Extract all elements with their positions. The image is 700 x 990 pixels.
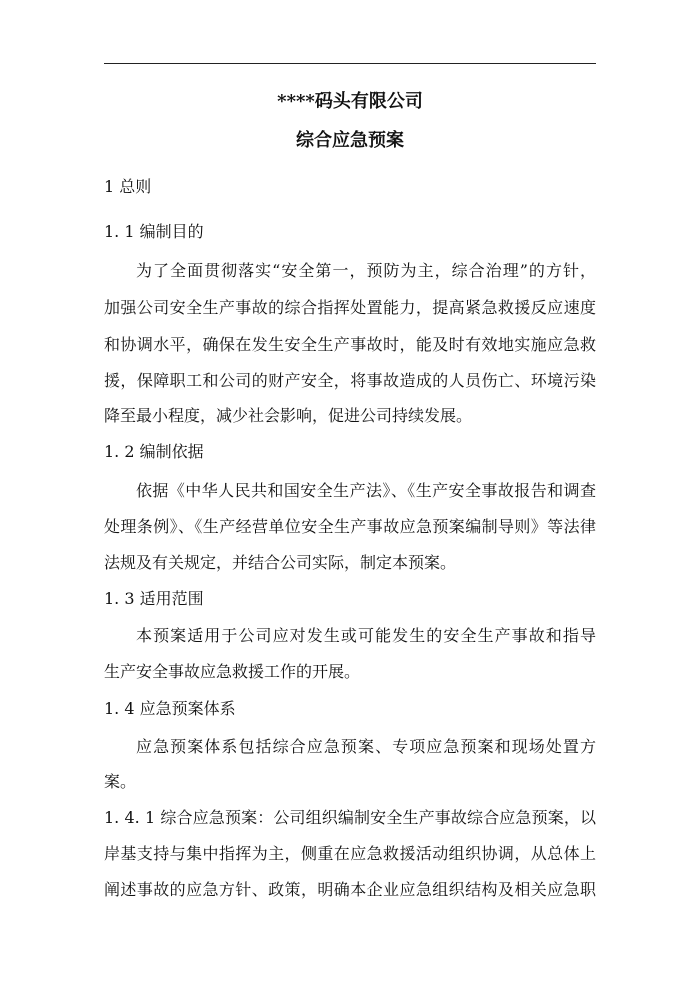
header-rule bbox=[104, 63, 596, 64]
section-heading-1-4: 1. 4 应急预案体系 bbox=[104, 699, 236, 718]
paragraph-line: 依据《中华人民共和国安全生产法》、《生产安全事故报告和调查 bbox=[136, 481, 596, 500]
section-heading-1: 1 总则 bbox=[104, 177, 152, 196]
paragraph-line: 阐述事故的应急方针、政策，明确本企业应急组织结构及相关应急职 bbox=[104, 880, 596, 899]
paragraph-line: 加强公司安全生产事故的综合指挥处置能力，提高紧急救援反应速度 bbox=[104, 298, 596, 317]
paragraph-line: 本预案适用于公司应对发生或可能发生的安全生产事故和指导 bbox=[136, 626, 596, 645]
section-heading-1-3: 1. 3 适用范围 bbox=[104, 589, 204, 608]
paragraph-line: 处理条例》、《生产经营单位安全生产事故应急预案编制导则》等法律 bbox=[104, 517, 596, 536]
paragraph-line: 为了全面贯彻落实“安全第一，预防为主，综合治理”的方针， bbox=[136, 261, 596, 280]
company-title: ****码头有限公司 bbox=[277, 91, 423, 112]
paragraph-line: 和协调水平，确保在发生安全生产事故时，能及时有效地实施应急救 bbox=[104, 335, 596, 354]
document-title: 综合应急预案 bbox=[296, 130, 404, 151]
paragraph-line: 降至最小程度，减少社会影响，促进公司持续发展。 bbox=[104, 406, 473, 425]
paragraph-line: 援，保障职工和公司的财产安全，将事故造成的人员伤亡、环境污染 bbox=[104, 371, 596, 390]
section-heading-1-1: 1. 1 编制目的 bbox=[104, 222, 204, 241]
paragraph-line: 法规及有关规定，并结合公司实际，制定本预案。 bbox=[104, 553, 457, 572]
paragraph-line: 生产安全事故应急救援工作的开展。 bbox=[104, 662, 361, 681]
section-heading-1-2: 1. 2 编制依据 bbox=[104, 442, 204, 461]
paragraph-line: 1. 4. 1 综合应急预案：公司组织编制安全生产事故综合应急预案，以 bbox=[104, 808, 596, 827]
paragraph-line: 案。 bbox=[104, 772, 137, 791]
paragraph-line: 应急预案体系包括综合应急预案、专项应急预案和现场处置方 bbox=[136, 737, 596, 756]
paragraph-line: 岸基支持与集中指挥为主，侧重在应急救援活动组织协调，从总体上 bbox=[104, 844, 596, 863]
